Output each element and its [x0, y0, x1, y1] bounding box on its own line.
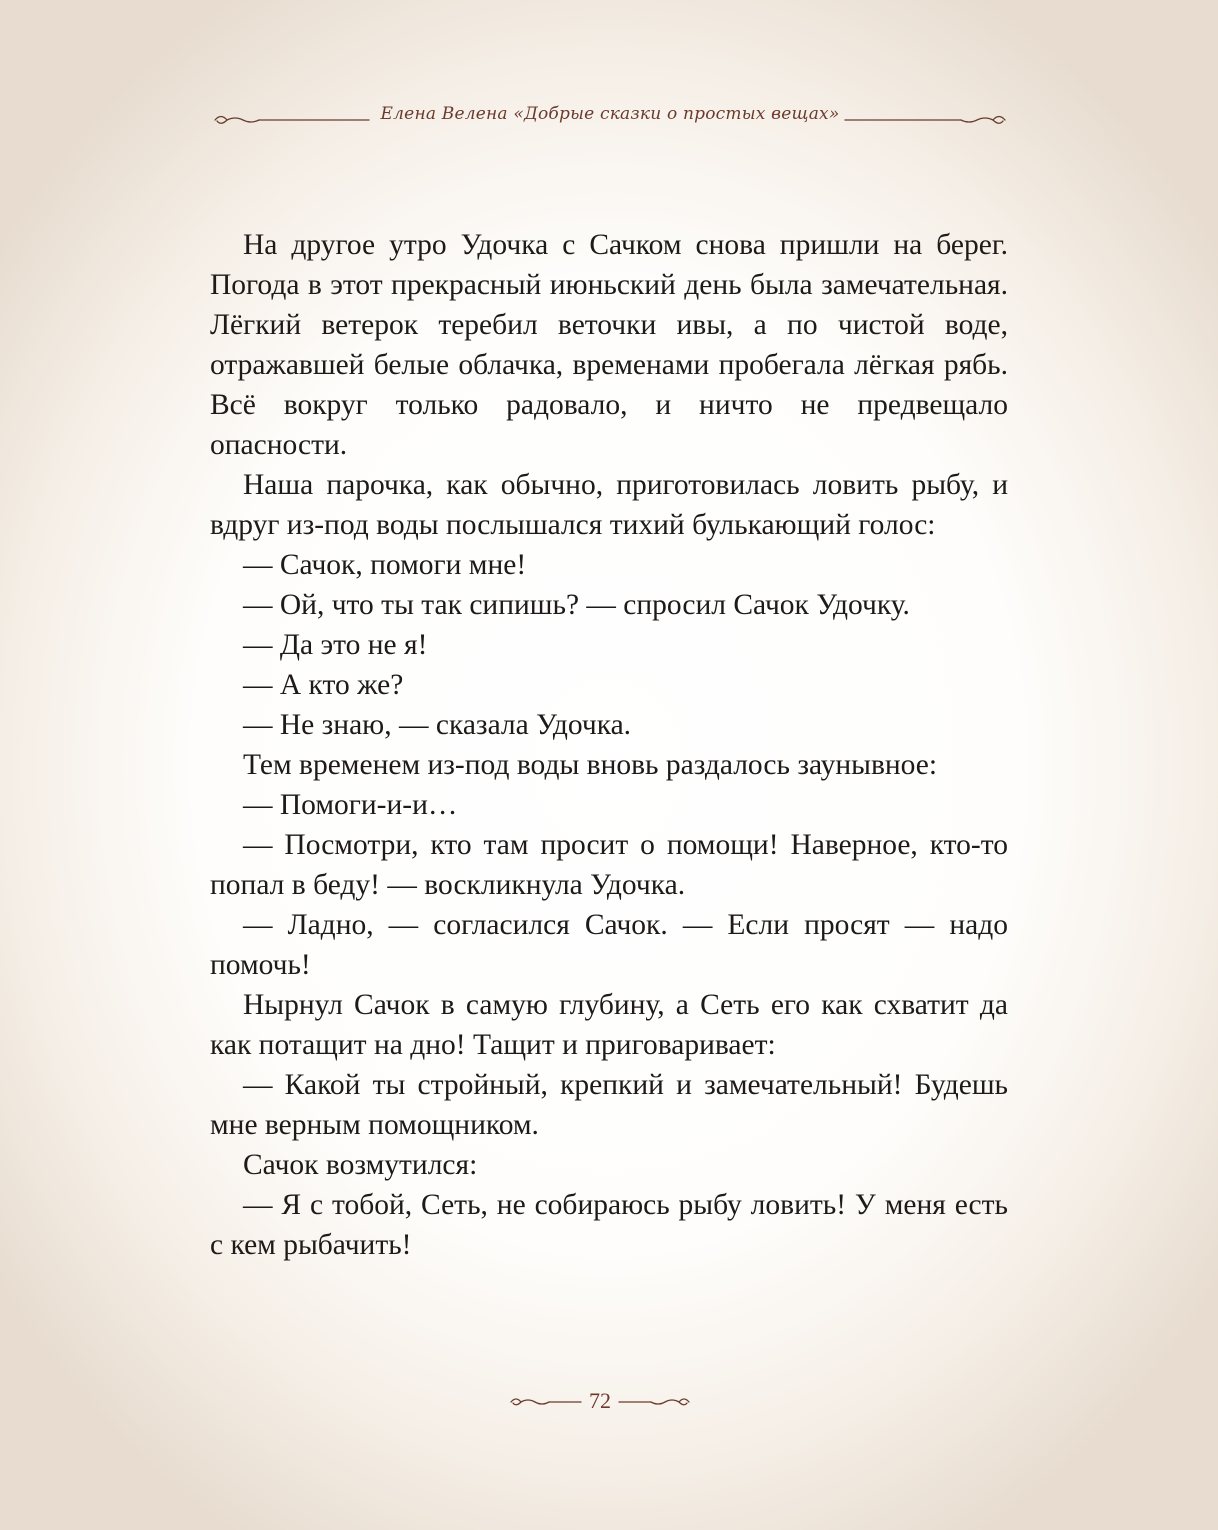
paragraph: — Ладно, — согласился Сачок. — Если просят — надо помочь! [210, 909, 1008, 981]
running-title [205, 104, 1015, 124]
running-header [205, 100, 1015, 140]
paragraph: Нырнул Сачок в самую глубину, а Сеть его как схватит да как потащит на дно! Тащит и приговаривает: [210, 989, 1008, 1061]
paragraph: На другое утро Удочка с Сачком снова пришли на берег. Погода в этот прекрасный июньский день была замечательная. Лёгкий ветерок теребил веточки ивы, а по чистой воде, отражавшей белые облачка, временами пробегала лёгкая рябь. Всё вокруг только радовало, и ничто не предвещало опасности. [210, 229, 1008, 461]
story-text [210, 225, 1008, 1265]
paragraph: — Какой ты стройный, крепкий и замечательный! Будешь мне верным помощником. [210, 1069, 1008, 1141]
paragraph: — Да это не я! [243, 629, 428, 661]
page-number: 72 [589, 1388, 611, 1413]
paragraph: Наша парочка, как обычно, приготовилась ловить рыбу, и вдруг из-под воды послышался тихий булькающий голос: [210, 469, 1008, 541]
paragraph: Сачок возмутился: [243, 1149, 478, 1181]
paragraph: — Ой, что ты так сипишь? — спросил Сачок Удочку. [243, 589, 910, 621]
page-footer [505, 1388, 695, 1418]
paragraph: Тем временем из-под воды вновь раздалось заунывное: [243, 749, 938, 781]
running-title-text: Елена Велена «Добрые сказки о простых вещах» [380, 104, 840, 124]
paragraph: — А кто же? [243, 669, 404, 701]
paragraph: — Я с тобой, Сеть, не собираюсь рыбу ловить! У меня есть с кем рыбачить! [210, 1189, 1008, 1261]
paragraph: — Не знаю, — сказала Удочка. [243, 709, 632, 741]
paragraph: — Сачок, помоги мне! [243, 549, 527, 581]
paragraph: — Посмотри, кто там просит о помощи! Наверное, кто-то попал в беду! — воскликнула Удочка. [210, 829, 1008, 901]
paragraph: — Помоги-и-и… [243, 789, 458, 821]
